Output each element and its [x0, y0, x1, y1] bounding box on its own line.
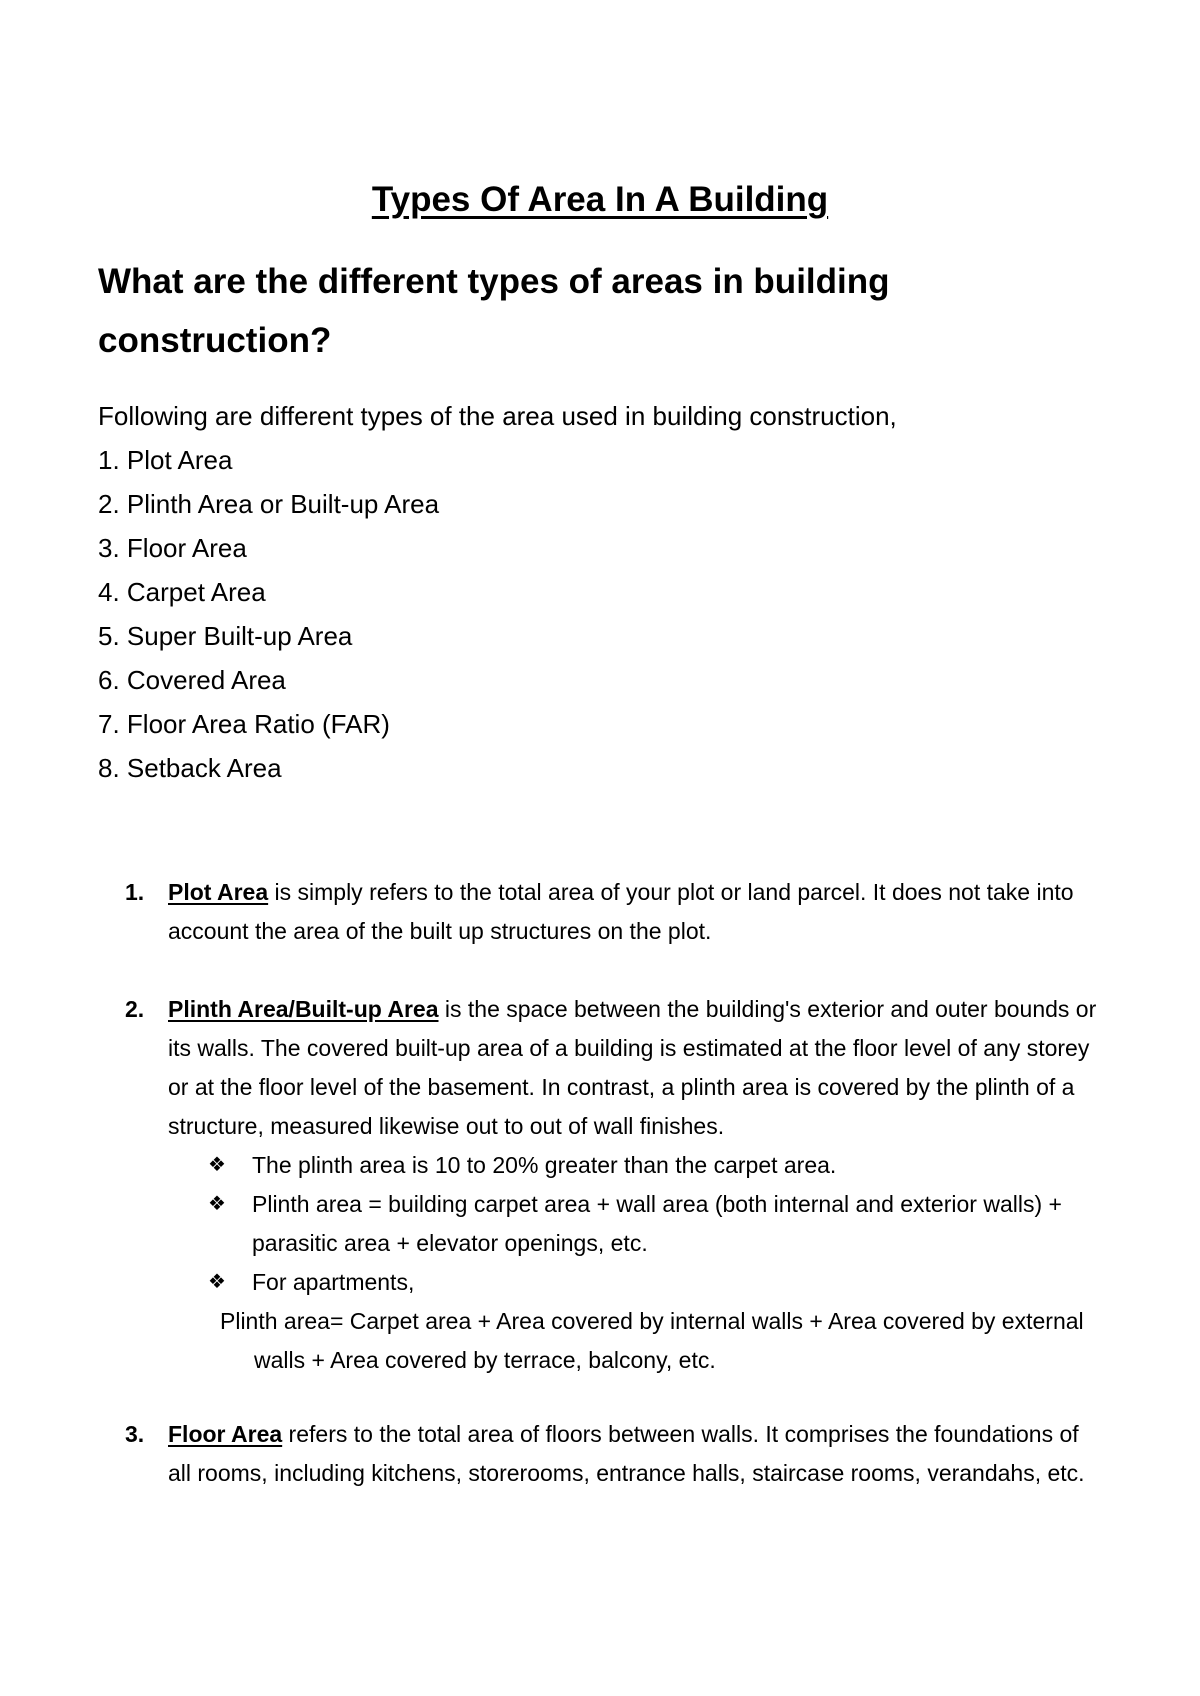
section-body	[168, 873, 1105, 951]
page-title: Types Of Area In A Building	[371, 180, 829, 219]
diamond-bullet-icon: ❖	[208, 1154, 226, 1176]
list-item: 2. Plinth Area or Built-up Area	[98, 489, 440, 519]
section-floor-area	[125, 1415, 1105, 1493]
question-heading: What are the different types of areas in building construction?	[98, 262, 890, 360]
list-item: 4. Carpet Area	[98, 577, 266, 607]
section-text: is the space between the building's exterior and outer bounds or its walls. The covered built-up area of a building is estimated at the floor level of any storey or at the floor level of the basement. In contrast, a plinth area is covered by the plinth of a structure, measured likewise out to out of wall finishes.	[168, 996, 1097, 1139]
list-item: 8. Setback Area	[98, 753, 282, 783]
section-plinth-area	[125, 990, 1105, 1380]
section-body	[168, 990, 1105, 1380]
diamond-bullet-icon: ❖	[208, 1193, 226, 1215]
bullet-item	[208, 1146, 1105, 1185]
bullet-item	[208, 1263, 1105, 1302]
section-number: 3.	[125, 1421, 145, 1447]
bullet-item	[208, 1185, 1105, 1263]
section-body	[168, 1415, 1105, 1493]
term-floor-area: Floor Area	[168, 1421, 283, 1447]
term-plinth-area: Plinth Area/Built-up Area	[168, 996, 439, 1022]
list-item: 1. Plot Area	[98, 445, 233, 475]
list-item: 6. Covered Area	[98, 665, 286, 695]
section-text: is simply refers to the total area of your plot or land parcel. It does not take into account the area of the built up structures on the plot.	[168, 879, 1074, 944]
bullet-text: Plinth area = building carpet area + wall area (both internal and exterior walls) + parasitic area + elevator openings, etc.	[252, 1191, 1062, 1256]
plinth-formula: Plinth area= Carpet area + Area covered by internal walls + Area covered by external walls + Area covered by terrace, balcony, etc.	[220, 1308, 1084, 1373]
bullet-list	[168, 1146, 1105, 1302]
section-plot-area	[125, 873, 1105, 951]
section-text: refers to the total area of floors between walls. It comprises the foundations of all rooms, including kitchens, storerooms, entrance halls, staircase rooms, verandahs, etc.	[168, 1421, 1085, 1486]
term-plot-area: Plot Area	[168, 879, 269, 905]
list-item: 5. Super Built-up Area	[98, 621, 353, 651]
bullet-text: The plinth area is 10 to 20% greater than the carpet area.	[252, 1152, 837, 1178]
section-number: 1.	[125, 879, 145, 905]
diamond-bullet-icon: ❖	[208, 1271, 226, 1293]
section-number: 2.	[125, 996, 145, 1022]
area-types-list	[98, 438, 1098, 790]
intro-paragraph: Following are different types of the area used in building construction,	[98, 401, 897, 431]
bullet-text: For apartments,	[252, 1269, 415, 1295]
list-item: 3. Floor Area	[98, 533, 247, 563]
list-item: 7. Floor Area Ratio (FAR)	[98, 709, 390, 739]
